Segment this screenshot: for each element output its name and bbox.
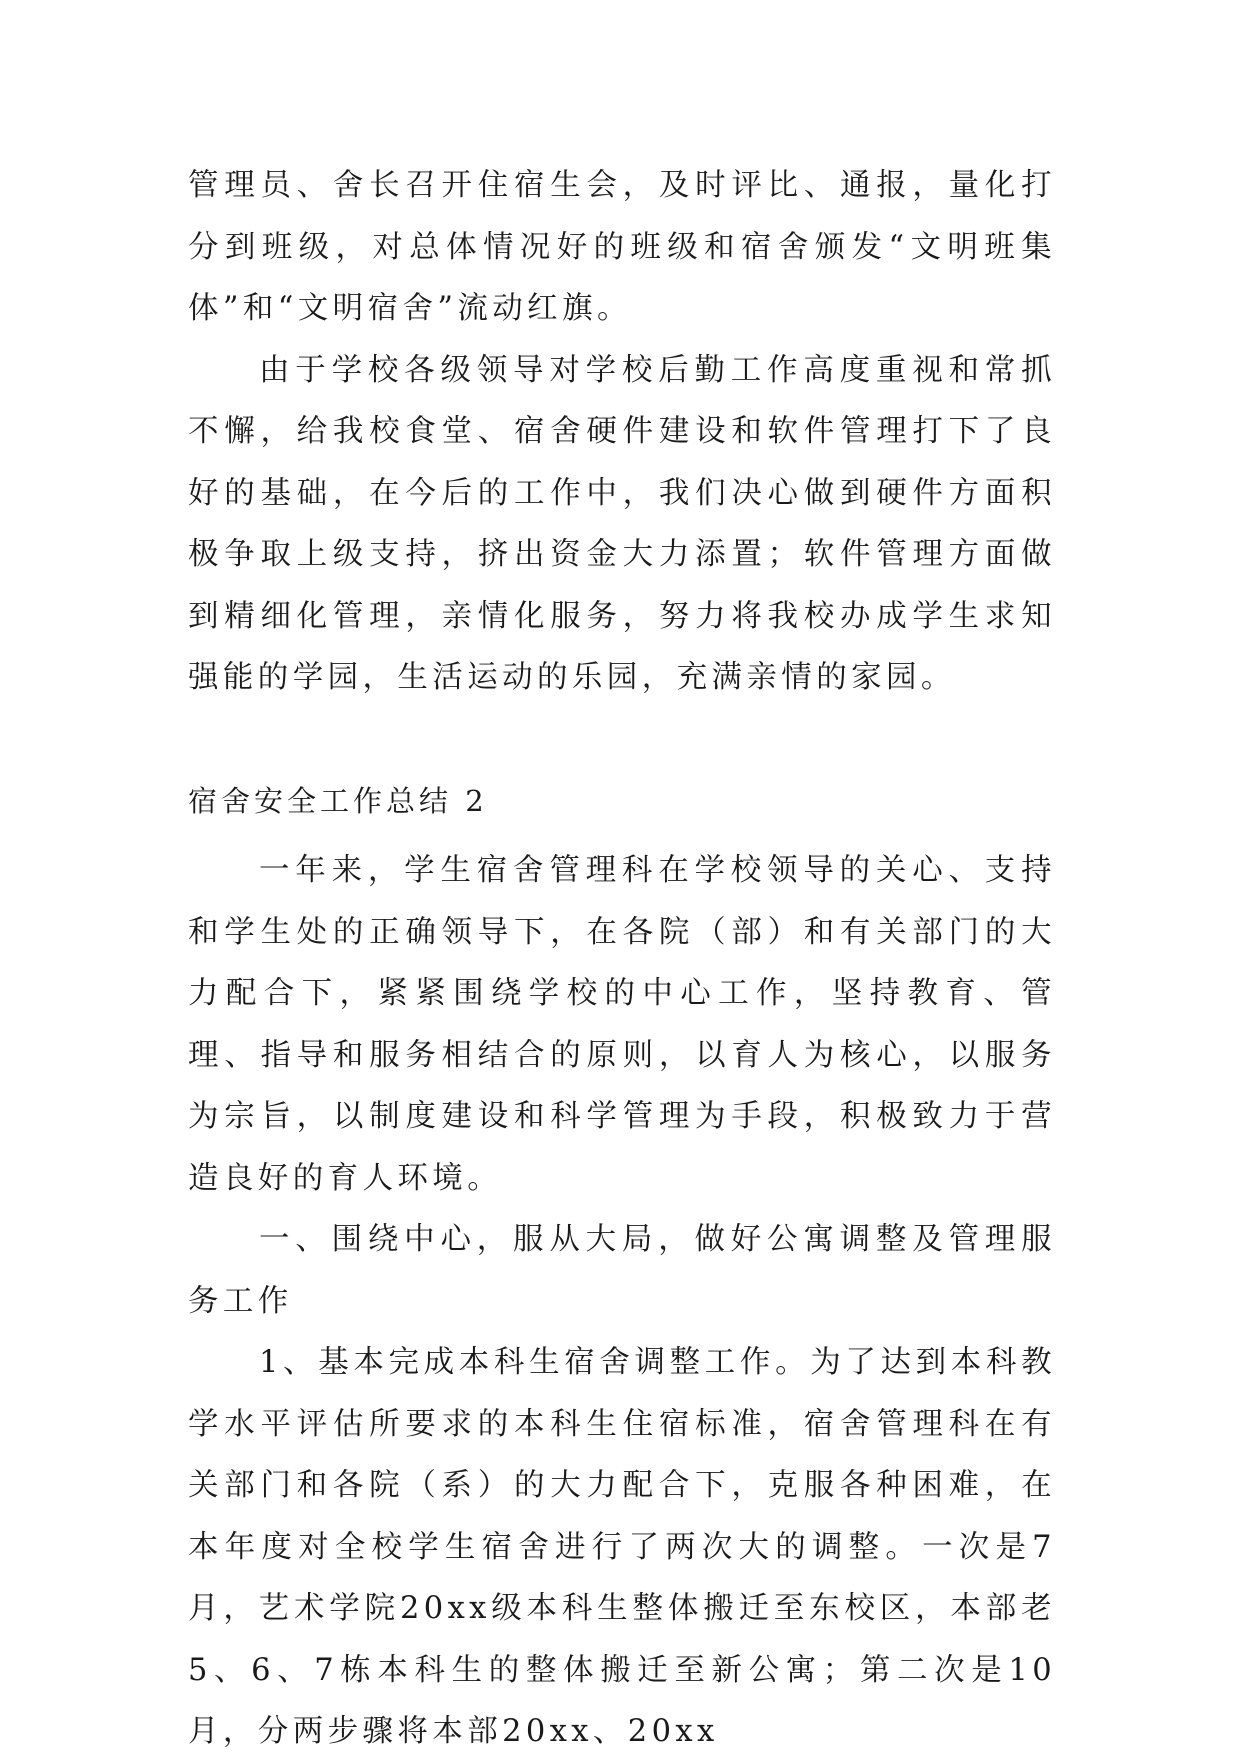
paragraph-conclusion: 由于学校各级领导对学校后勤工作高度重视和常抓不懈，给我校食堂、宿舍硬件建设和软件管理打下了良好的基础，在今后的工作中，我们决心做到硬件方面积极争取上级支持，挤出资金大力添置；软件管理方面做到精细化管理，亲情化服务，努力将我校办成学生求知强能的学园，生活运动的乐园，充满亲情的家园。 <box>188 352 1056 695</box>
title-spacer <box>188 832 1056 840</box>
document-body <box>188 155 1056 1763</box>
paragraph-continued: 管理员、舍长召开住宿生会，及时评比、通报，量化打分到班级，对总体情况好的班级和宿舍颁发“文明班集体”和“文明宿舍”流动红旗。 <box>188 168 1056 326</box>
paragraph-intro: 一年来，学生宿舍管理科在学校领导的关心、支持和学生处的正确领导下，在各院（部）和有关部门的大力配合下，紧紧围绕学校的中心工作，坚持教育、管理、指导和服务相结合的原则，以育人为核心，以服务为宗旨，以制度建设和科学管理为手段，积极致力于营造良好的育人环境。 <box>188 853 1056 1196</box>
paragraph-item-1: 1、基本完成本科生宿舍调整工作。为了达到本科教学水平评估所要求的本科生住宿标准，宿舍管理科在有关部门和各院（系）的大力配合下，克服各种困难，在本年度对全校学生宿舍进行了两次大的调整。一次是7月，艺术学院20xx级本科生整体搬迁至东校区，本部老5、6、7栋本科生的整体搬迁至新公寓；第二次是10月，分两步骤将本部20xx、20xx <box>188 1345 1056 1749</box>
section-title: 宿舍安全工作总结 2 <box>188 783 488 818</box>
paragraph-subheading: 一、围绕中心，服从大局，做好公寓调整及管理服务工作 <box>188 1222 1056 1319</box>
section-spacer <box>188 709 1056 771</box>
